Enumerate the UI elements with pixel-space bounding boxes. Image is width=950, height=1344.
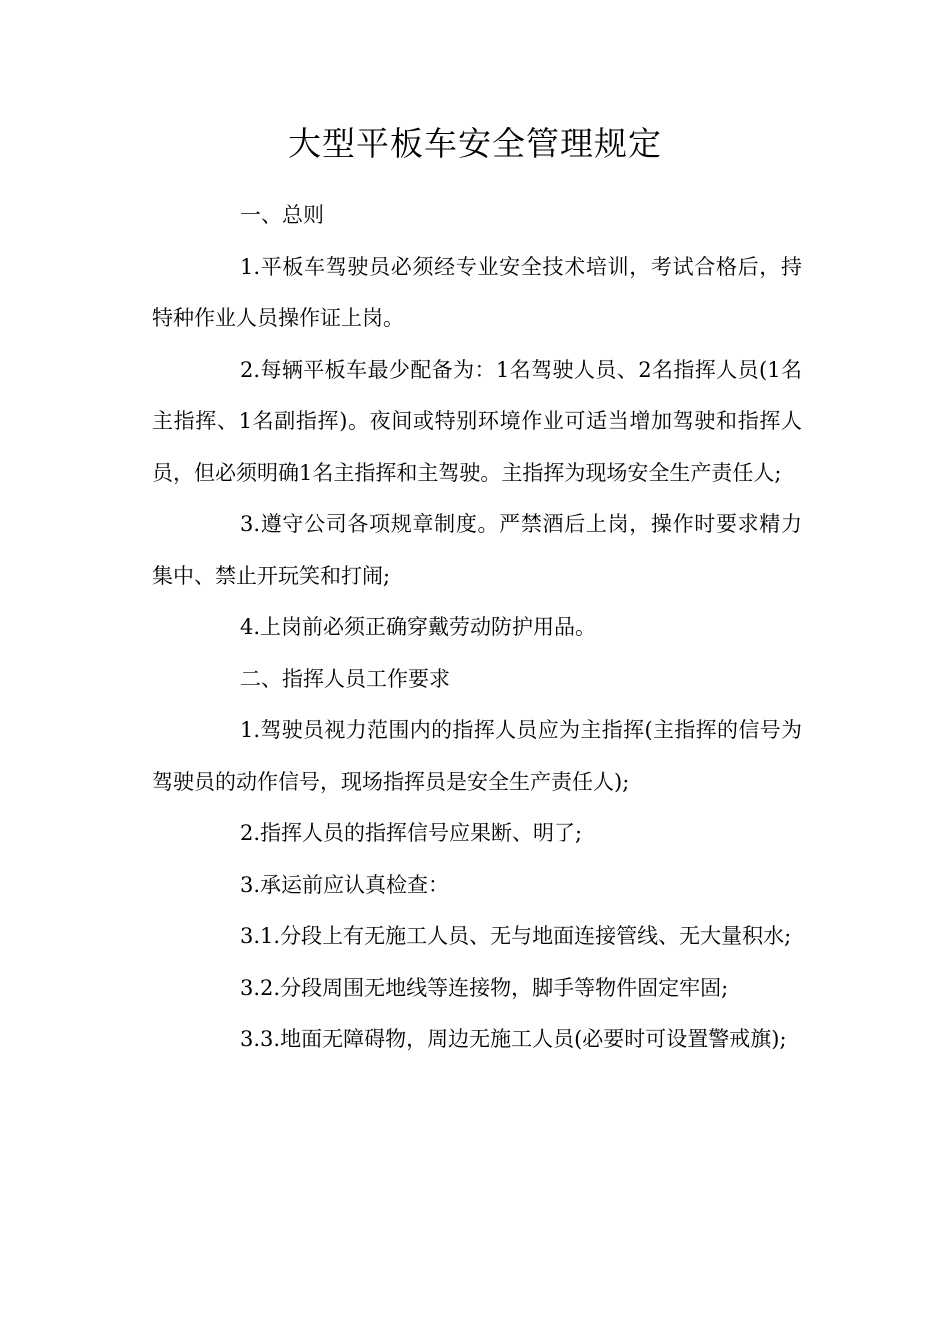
paragraph-7: 3.承运前应认真检查： xyxy=(240,872,450,897)
paragraph-3: 3.遵守公司各项规章制度。严禁酒后上岗，操作时要求精力集中、禁止开玩笑和打闹; xyxy=(152,512,802,588)
section-heading-general: 一、总则 xyxy=(240,203,324,227)
document-body xyxy=(152,190,802,1066)
paragraph-8: 3.1.分段上有无施工人员、无与地面连接管线、无大量积水; xyxy=(240,924,792,948)
paragraph-9: 3.2.分段周围无地线等连接物，脚手等物件固定牢固; xyxy=(240,975,729,1000)
paragraph-10: 3.3.地面无障碍物，周边无施工人员(必要时可设置警戒旗); xyxy=(240,1027,787,1051)
paragraph-5: 1.驾驶员视力范围内的指挥人员应为主指挥(主指挥的信号为驾驶员的动作信号，现场指挥员是安全生产责任人); xyxy=(152,718,802,794)
paragraph-4: 4.上岗前必须正确穿戴劳动防护用品。 xyxy=(240,615,597,639)
paragraph-2: 2.每辆平板车最少配备为：1名驾驶人员、2名指挥人员(1名主指挥、1名副指挥)。夜间或特别环境作业可适当增加驾驶和指挥人员，但必须明确1名主指挥和主驾驶。主指挥为现场安全生产责任人; xyxy=(152,357,802,485)
document-title: 大型平板车安全管理规定 xyxy=(288,124,662,163)
section-heading-commander: 二、指挥人员工作要求 xyxy=(240,666,450,691)
paragraph-6: 2.指挥人员的指挥信号应果断、明了; xyxy=(240,821,583,845)
paragraph-1: 1.平板车驾驶员必须经专业安全技术培训，考试合格后，持特种作业人员操作证上岗。 xyxy=(152,254,802,330)
